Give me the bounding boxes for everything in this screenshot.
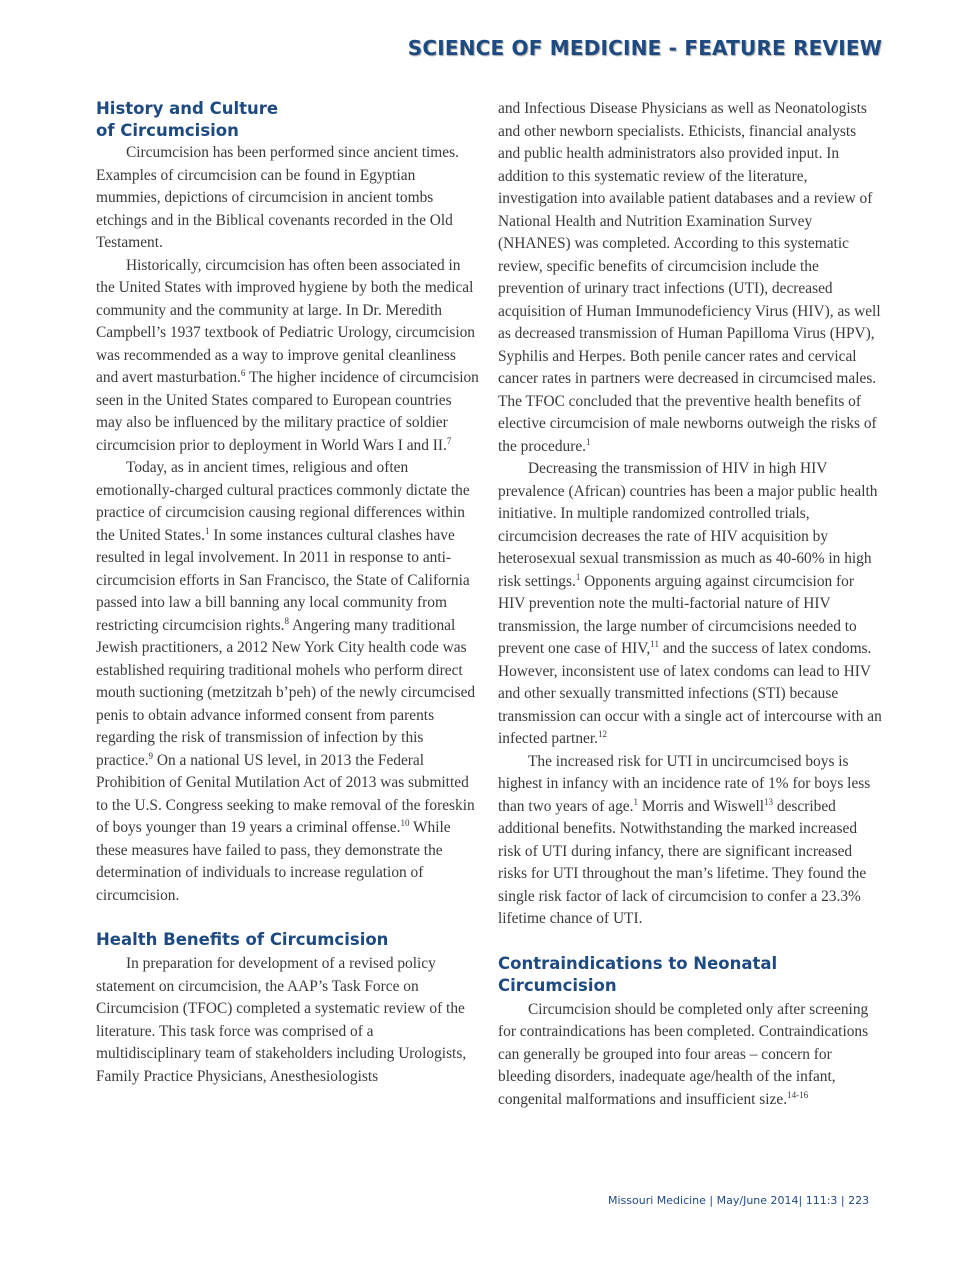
citation: 11 <box>650 639 659 649</box>
citation: 7 <box>446 435 452 446</box>
right-column <box>498 98 882 1111</box>
text-run: While these measures have failed to pass, they demonstrate the determination of individuals to increase regulation of circumcision. <box>96 819 451 904</box>
citation: 1 <box>586 436 591 447</box>
text-run: Opponents arguing against circumcision for HIV prevention note the multi-factorial nature of HIV transmission, the large number of circumcisions needed to prevent one case of HIV, <box>498 572 857 657</box>
citation: 12 <box>598 729 607 739</box>
paragraph-uti <box>498 751 882 931</box>
citation: 14-16 <box>787 1089 809 1100</box>
text-run: Historically, circumcision has often been associated in the United States with improved hygiene by both the medical community and the community at large. In Dr. Meredith Campbell’s 1937 textbook of Pediatric Urology, circumcision was recommended as a way to improve genital cleanliness and avert masturbation. <box>96 256 475 386</box>
text-run: Decreasing the transmission of HIV in high HIV prevalence (African) countries has been a major public health initiative. In multiple randomized controlled trials, circumcision decreases the rate of HIV acquisition by heterosexual sexual transmission as much as 40-60% in high risk settings. <box>498 460 878 590</box>
text-run: The higher incidence of circumcision seen in the United States compared to European countries may also be influenced by the military practice of soldier circumcision prior to deployment in World Wars I and II. <box>96 369 479 454</box>
citation: 10 <box>400 818 410 828</box>
text-run: Today, as in ancient times, religious and often emotionally-charged cultural practices commonly dictate the practice of circumcision causing regional differences within the United States. <box>96 459 470 544</box>
heading-health-benefits: Health Benefits of Circumcision <box>96 930 389 949</box>
paragraph-contraindications <box>498 999 882 1112</box>
text-run: and Infectious Disease Physicians as well as Neonatologists and other newborn specialists. Ethicists, financial analysts and public health administrators also provided input. In addition to this systematic review of the literature, investigation into available patient databases and a review of National Health and Nutrition Examination Survey (NHANES) was completed. According to this systematic review, specific benefits of circumcision include the prevention of urinary tract infections (UTI), decreased acquisition of Human Immunodeficiency Virus (HIV), as well as decreased transmission of Human Papilloma Virus (HPV), Syphilis and Herpes. Both penile cancer rates and cervical cancer rates in partners were decreased in circumcised males. The TFOC concluded that the preventive health benefits of elective circumcision of male newborns outweigh the risks of the procedure. <box>498 100 881 455</box>
citation: 13 <box>764 796 774 807</box>
page-footer: Missouri Medicine | May/June 2014| 111:3 | 223 <box>608 1194 870 1207</box>
text-run: described additional benefits. Notwithstanding the marked increased risk of UTI during infancy, there are significant increased risks for UTI throughout the man’s lifetime. They found the single risk factor of lack of circumcision to confer a 23.3% lifetime chance of UTI. <box>498 797 867 927</box>
citation: 1 <box>633 796 638 807</box>
left-column <box>96 98 480 1088</box>
section-header: SCIENCE OF MEDICINE - FEATURE REVIEW <box>407 36 882 60</box>
text-run: and the success of latex condoms. However, inconsistent use of latex condoms can lead to HIV and other sexually transmitted infections (STI) because transmission can occur with a single act of intercourse with an infected partner. <box>498 640 882 747</box>
paragraph-history-2 <box>96 255 480 458</box>
citation: 8 <box>284 615 289 626</box>
text-run: In some instances cultural clashes have resulted in legal involvement. In 2011 in response to anti-circumcision efforts in San Francisco, the State of California passed into law a bill banning any local community from restricting circumcision rights. <box>96 526 470 634</box>
text-run: The increased risk for UTI in uncircumcised boys is highest in infancy with an incidence rate of 1% for boys less than two years of age. <box>498 752 871 815</box>
paragraph-history-3 <box>96 457 480 907</box>
heading-history-culture: History and Culture of Circumcision <box>96 99 279 140</box>
text-run: Angering many traditional Jewish practitioners, a 2012 New York City health code was established requiring traditional mohels who perform direct mouth suctioning (metzitzah b’peh) of the newly circumcised penis to obtain advance informed consent from parents regarding the risk of transmission of infection by this practice. <box>96 616 476 769</box>
text-run: Morris and Wiswell <box>637 797 765 815</box>
paragraph-benefits-continued <box>498 98 882 458</box>
text-run: Circumcision should be completed only after screening for contraindications has been completed. Contraindications can generally be grouped into four areas – concern for bleeding disorders, inadequate age/health of the infant, congenital malformations and insufficient size. <box>498 1000 869 1108</box>
text-run: On a national US level, in 2013 the Federal Prohibition of Genital Mutilation Act of 2013 was submitted to the U.S. Congress seeking to make removal of the foreskin of boys younger than 19 years a criminal offense. <box>96 751 475 836</box>
citation: 1 <box>205 525 210 536</box>
citation: 1 <box>575 571 581 582</box>
paragraph-hiv <box>498 458 882 751</box>
heading-contraindications: Contraindications to Neonatal Circumcision <box>498 953 778 995</box>
citation: 6 <box>240 368 246 378</box>
citation: 9 <box>148 750 154 761</box>
paragraph-history-1: Circumcision has been performed since ancient times. Examples of circumcision can be found in Egyptian mummies, depictions of circumcision in ancient tombs etchings and in the Biblical covenants recorded in the Old Testament. <box>96 144 459 251</box>
paragraph-benefits-1: In preparation for development of a revised policy statement on circumcision, the AAP’s Task Force on Circumcision (TFOC) completed a systematic review of the literature. This task force was comprised of a multidisciplinary team of stakeholders including Urologists, Family Practice Physicians, Anesthesiologists <box>96 955 467 1085</box>
